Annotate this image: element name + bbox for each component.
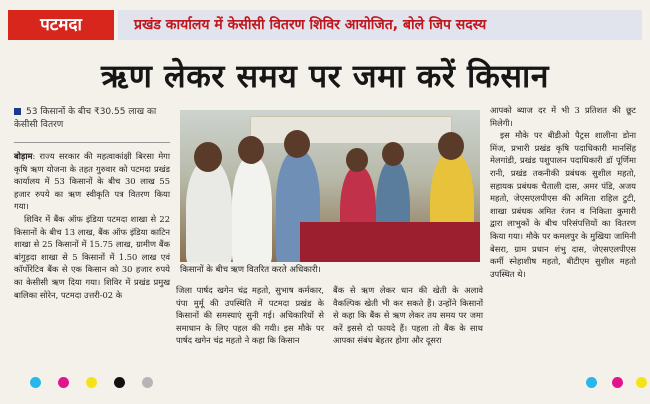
photo-caption: किसानों के बीच ऋण वितरित करते अधिकारी। [180, 265, 321, 275]
article-column-1 [14, 150, 170, 301]
event-banner [250, 116, 452, 144]
black-dot-icon [114, 377, 125, 388]
header-strip [0, 8, 650, 42]
person-head [238, 136, 264, 164]
grey-dot-icon [142, 377, 153, 388]
magenta-dot-icon [58, 377, 69, 388]
news-photo [180, 110, 480, 262]
highlight-box [14, 106, 172, 132]
article-column-4 [490, 104, 636, 280]
person-head [382, 142, 404, 166]
person-figure [186, 160, 232, 262]
person-head [438, 132, 464, 160]
table [300, 222, 480, 262]
square-bullet-icon [14, 108, 21, 115]
headline: ऋण लेकर समय पर जमा करें किसान [100, 57, 550, 95]
article-column-3 [333, 284, 483, 347]
paragraph: जिला पार्षद खगेन चंद्र महतो, सुभाष कर्मकार, पंपा मुर्मू की उपस्थिति में पटमदा प्रखंड के किसानों की समस्याएं सुनी गई। अधिकारियों से समाधान के लिए पहल की गयी। इस मौके पर पार्षद खगेन चंद्र महतो ने कहा कि किसान [176, 285, 324, 346]
person-head [194, 142, 222, 172]
cyan-dot-icon [30, 377, 41, 388]
magenta-dot-icon [612, 377, 623, 388]
paragraph: : राज्य सरकार की महत्वाकांक्षी बिरसा मेगा कृषि ऋण योजना के तहत गुरुवार को पटमदा प्रखंड कार्यालय में 53 किसानों के बीच 30 लाख 55 हजार रुपये का ऋण स्वीकृति पत्र वितरण किया गया। [14, 151, 170, 212]
dateline: बोड़ाम [14, 151, 33, 161]
article-column-2 [176, 284, 324, 347]
divider [14, 142, 170, 143]
paragraph: इस मौके पर बीडीओ पैट्रस शालीना डोना मिंज, प्रभारी प्रखंड कृषि पदाधिकारी मानसिंह मेलगांडी, प्रखंड पशुपालन पदाधिकारी डॉ पूर्णिमा रानी, प्रखंड तकनीकी प्रबंधक सुशील महतो, सहायक प्रबंधक चैताली दास, अमर पंडि, अजय महतो, जेएसएलपीएस की अमिता राहिल टुटी, शाखा प्रबंधक अमित रंजन व निकिता कुमारी द्वारा लाभुकों के बीच परिसंपत्तियों का वितरण किया गया। मौके पर कमलपुर के मुखिया जामिनी बेसरा, ग्राम प्रधान शंभु दास, जेएसएलपीएस कर्मी स्नेहाशीष महतो, बीटीएम सुशील महतो उपस्थित थे। [490, 130, 636, 279]
paragraph: शिविर में बैंक ऑफ इंडिया पटमदा शाखा से 22 किसानों के बीच 13 लाख, बैंक ऑफ इंडिया काटिन शाखा से 25 किसानों में 15.75 लाख, ग्रामीण बैंक बांगुड़दा शाखा से 5 किसानों में 1.50 लाख एवं कॉर्पोरेटिव बैंक से एक किसान को 30 हजार रुपये का केसीसी ऋण दिया गया। शिविर में प्रखंड प्रमुख बालिका सोरेन, पटमदा उत्तरी-02 के [14, 213, 170, 300]
person-figure [232, 156, 272, 262]
yellow-dot-icon [636, 377, 647, 388]
color-registration-marks [0, 377, 650, 393]
kicker-line: प्रखंड कार्यालय में केसीसी वितरण शिविर आयोजित, बोले जिप सदस्य [118, 10, 642, 40]
person-head [346, 148, 368, 172]
person-head [284, 130, 310, 158]
paragraph: आपको ब्याज दर में भी 3 प्रतिशत की छूट मिलेगी। [490, 105, 636, 128]
highlight-text: 53 किसानों के बीच ₹30.55 लाख का केसीसी वितरण [14, 107, 157, 130]
cyan-dot-icon [586, 377, 597, 388]
yellow-dot-icon [86, 377, 97, 388]
paragraph: बैंक से ऋण लेकर धान की खेती के अलावे वैकल्पिक खेती भी कर सकते हैं। उन्होंने किसानों से कहा कि बैंक से ऋण लेकर तय समय पर जमा करें इससे दो फायदे हैं। पहला तो बैंक के साथ आपका संबंध बेहतर होगा और दूसरा [333, 285, 483, 346]
location-tag: पटमदा [8, 10, 114, 40]
